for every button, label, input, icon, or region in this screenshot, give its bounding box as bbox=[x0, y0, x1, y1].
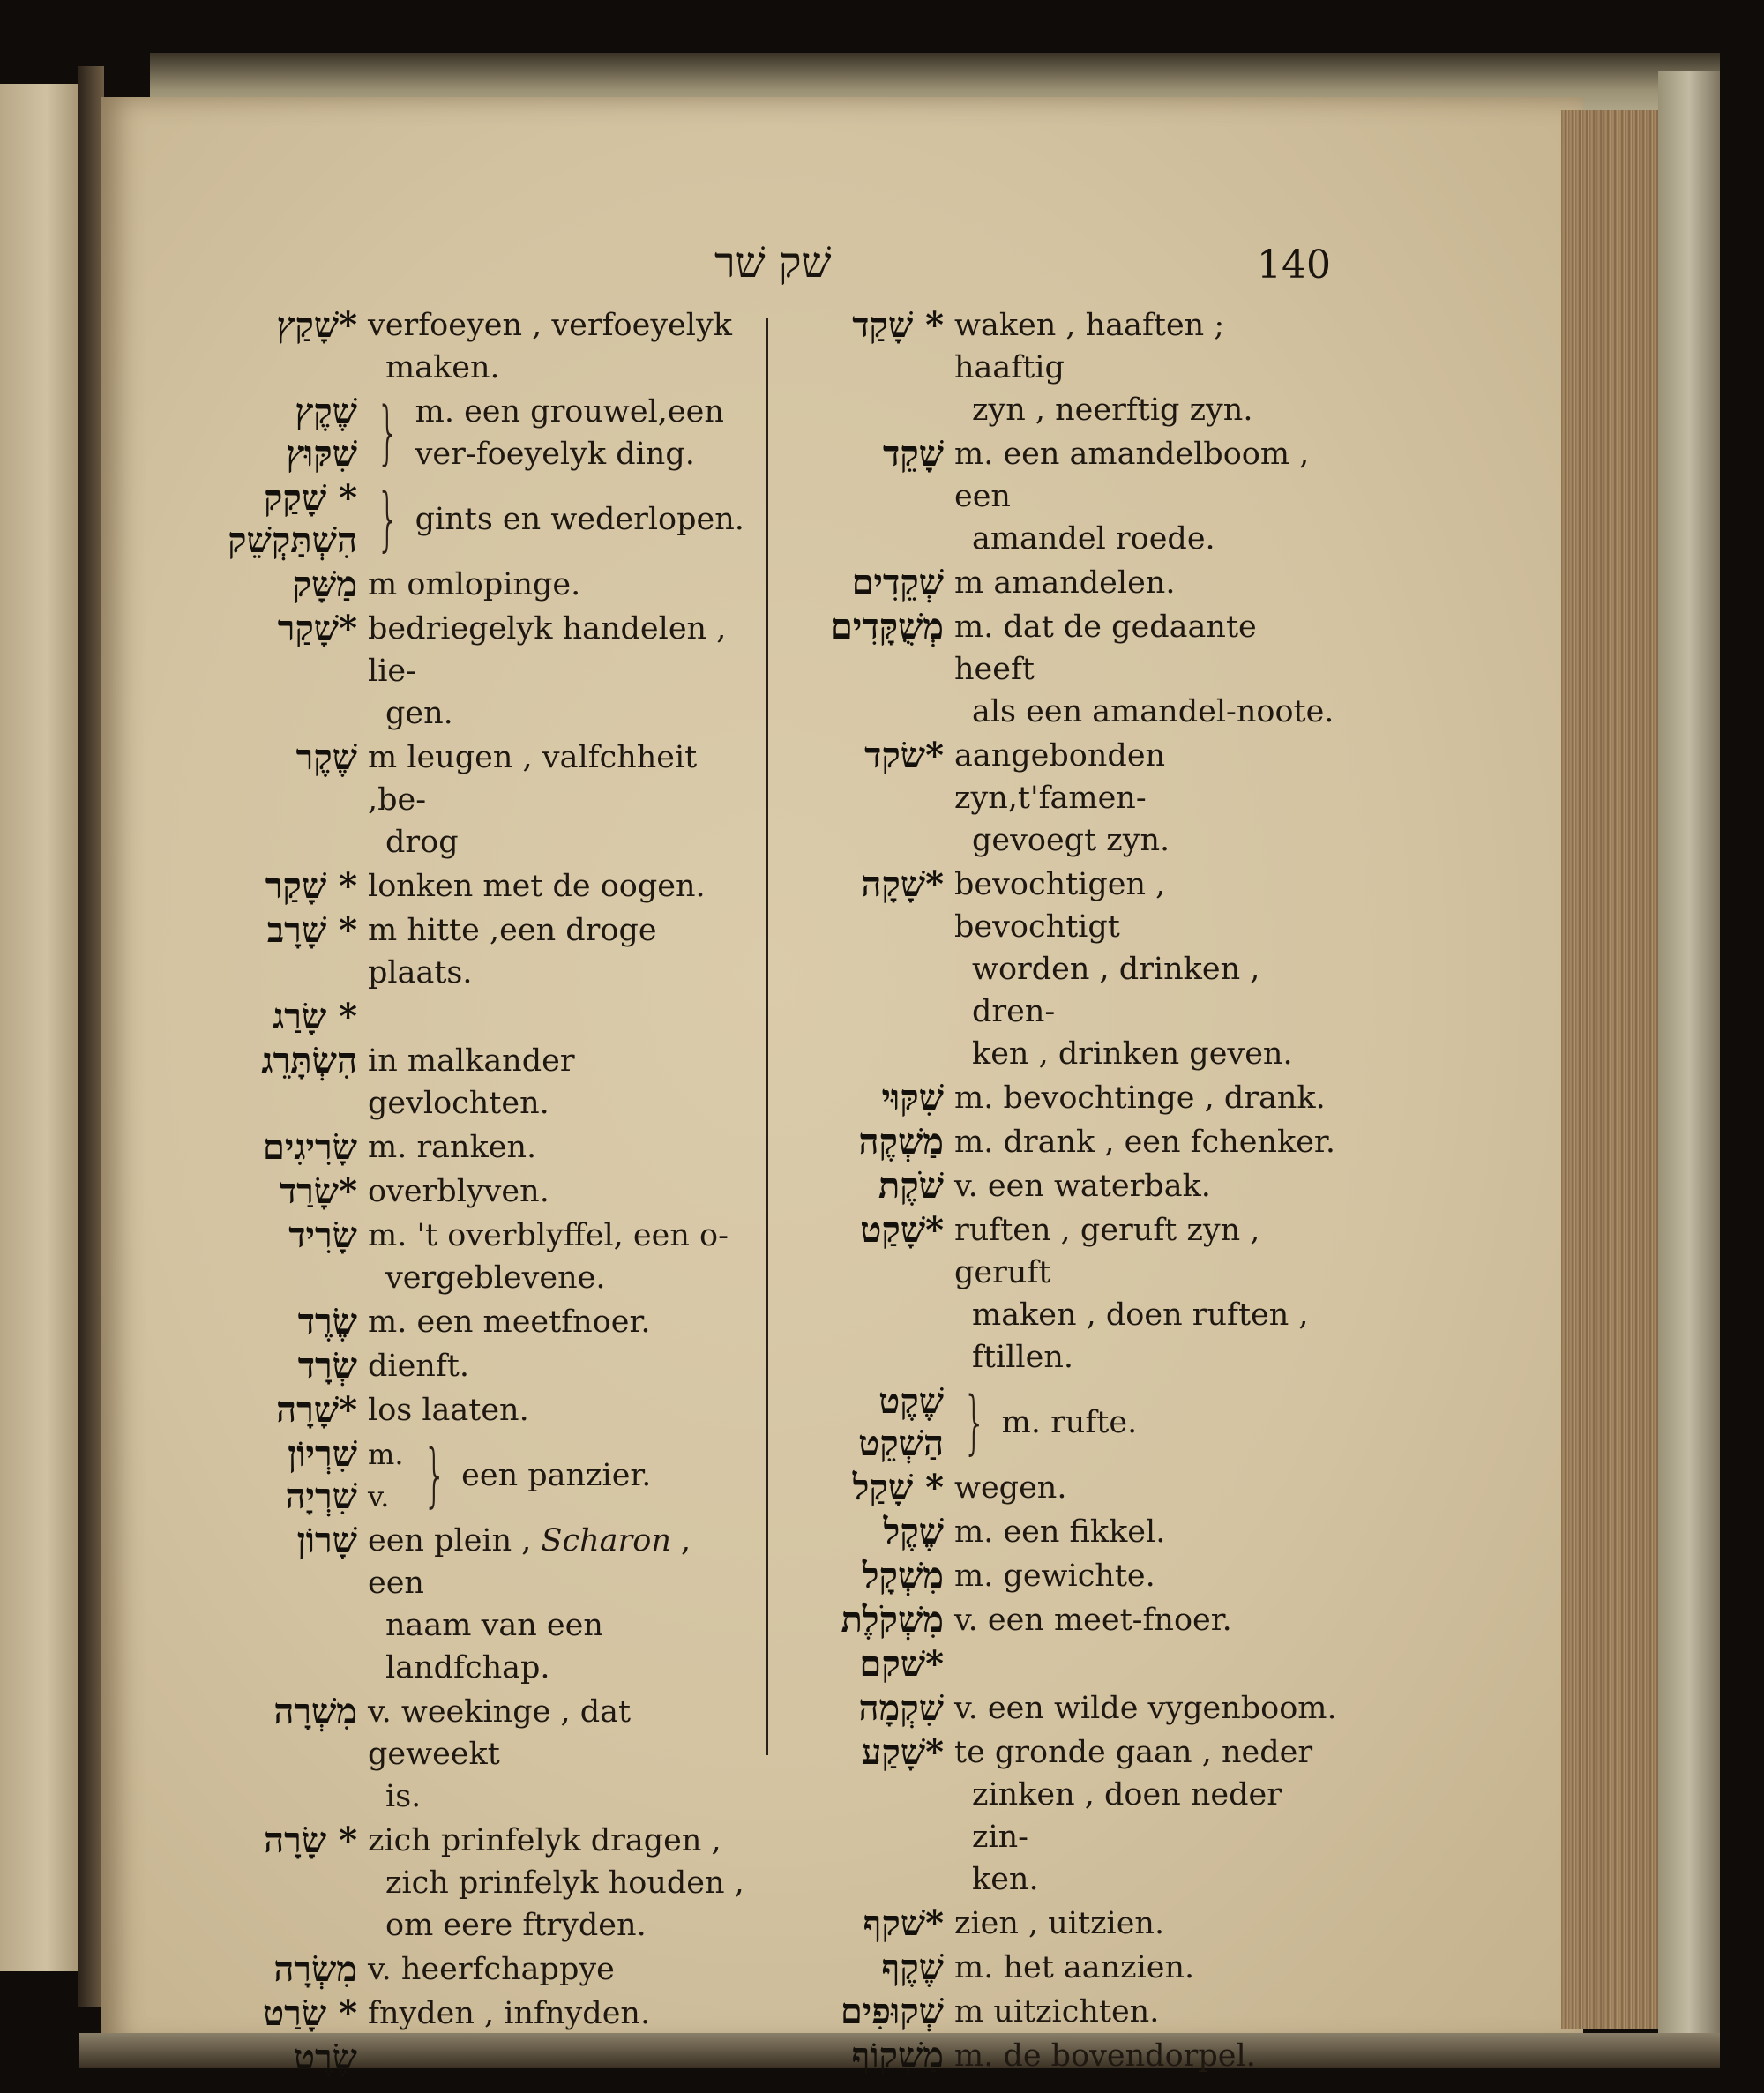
headword-hebrew: מַשְׁקוֹף bbox=[851, 2035, 944, 2076]
headword-hebrew: *שָׁקַט bbox=[860, 1209, 944, 1251]
definition: wegen. bbox=[954, 1470, 1067, 1506]
column-divider bbox=[766, 318, 768, 1755]
headword-hebrew: *שָׁרָה bbox=[276, 1389, 357, 1431]
headword-hebrew: *שָׁקַץ bbox=[276, 304, 357, 346]
dictionary-entry bbox=[203, 1301, 750, 1343]
dictionary-entry bbox=[776, 1902, 1341, 1945]
page-fore-edge bbox=[1561, 110, 1667, 2029]
dictionary-entry bbox=[776, 1643, 1341, 1686]
headword-hebrew: * שָׁרָב bbox=[266, 909, 357, 951]
headword-hebrew: מִשְׁקֹלֶת bbox=[841, 1599, 944, 1641]
dictionary-entry bbox=[203, 1170, 750, 1213]
dictionary-entry bbox=[776, 1991, 1341, 2033]
definition-continuation: worden , drinken , dren- bbox=[972, 952, 1260, 1029]
headword-hebrew: שִׁקְמָה bbox=[858, 1687, 944, 1729]
dictionary-entry bbox=[203, 1389, 750, 1431]
dictionary-entry bbox=[776, 1947, 1341, 1989]
headword-hebrew: *שָׁקַע bbox=[861, 1731, 944, 1773]
definition: m leugen , valfchheit ,be- drog bbox=[357, 736, 750, 863]
dictionary-entry bbox=[203, 1691, 750, 1818]
definition: gints en wederlopen. bbox=[415, 502, 744, 537]
brace-symbol: } bbox=[376, 393, 400, 473]
definition: m hitte ,een droge plaats. bbox=[368, 913, 657, 990]
definition: v. een wilde vygenboom. bbox=[954, 1691, 1337, 1726]
headword-hebrew: מִשְׂרָה bbox=[273, 1948, 357, 1990]
headword-hebrew: * שָׁקַד bbox=[852, 304, 944, 346]
definition: zien , uitzien. bbox=[954, 1906, 1165, 1941]
dictionary-entry bbox=[203, 736, 750, 863]
gender-label: v. bbox=[368, 1480, 390, 1514]
definition: bevochtigen , bevochtigt worden , drinken , dren- ken , drinken geven. bbox=[944, 863, 1341, 1075]
headword-hebrew: מְשֻׁקָּדִים bbox=[830, 606, 944, 647]
book-gutter bbox=[78, 66, 104, 2007]
definition: m. ranken. bbox=[368, 1130, 537, 1165]
definition: lonken met de oogen. bbox=[368, 869, 706, 904]
dictionary-entry bbox=[776, 735, 1341, 862]
headword-hebrew: שְׁקוּפִים bbox=[840, 1991, 944, 2032]
headword-hebrew: * שָׁקַר bbox=[265, 865, 357, 907]
brace-symbol: } bbox=[962, 1383, 987, 1462]
headword-hebrew: שִׁקּוּי bbox=[881, 1077, 944, 1118]
definition-continuation: als een amandel-noote. bbox=[972, 694, 1334, 729]
dictionary-entry bbox=[203, 996, 750, 1038]
definition-continuation: ken. bbox=[972, 1862, 1039, 1897]
headword-hebrew: * שָׂרָה bbox=[264, 1820, 357, 1861]
dictionary-entry bbox=[776, 1077, 1341, 1119]
headword-hebrew: שֶׂרֶד bbox=[297, 1301, 357, 1342]
headword-hebrew: שִׁקּוּץ bbox=[286, 433, 357, 475]
definition: m. dat de gedaante heeft als een amandel-noote. bbox=[944, 606, 1341, 733]
definition: m omlopinge. bbox=[368, 567, 581, 602]
headword-hebrew: שְׂרָד bbox=[297, 1345, 357, 1387]
definition: ruften , geruft zyn , geruft maken , doen ruften , ftillen. bbox=[944, 1209, 1341, 1379]
headword-hebrew: * שָׁקַק bbox=[264, 477, 357, 519]
headword-hebrew: *שָׁקַר bbox=[277, 608, 357, 649]
dictionary-entry bbox=[776, 1511, 1341, 1553]
definition: dienft. bbox=[368, 1349, 469, 1384]
running-header: שׁק שׁר bbox=[714, 238, 832, 288]
definition-continuation: drog bbox=[385, 825, 459, 860]
headword-hebrew: מִשְׁקָל bbox=[862, 1555, 944, 1596]
dictionary-entry bbox=[776, 1165, 1341, 1207]
definition: m. het aanzien. bbox=[954, 1950, 1195, 1985]
headword-hebrew: שָׁקֵד bbox=[883, 433, 944, 475]
headword-hebrew: הִשְׂתָּרֵג bbox=[261, 1040, 357, 1081]
dictionary-entry bbox=[776, 1209, 1341, 1379]
headword-stack bbox=[203, 1433, 357, 1518]
definition: m. een grouwel,een ver-foeyelyk ding. bbox=[415, 394, 724, 472]
definition: v. een meet-fnoer. bbox=[954, 1603, 1232, 1638]
dictionary-entry bbox=[203, 564, 750, 606]
definition-continuation: maken , doen ruften , bbox=[972, 1297, 1309, 1333]
definition: m. een amandelboom , een amandel roede. bbox=[944, 433, 1341, 560]
headword-hebrew: מִשְׁרָה bbox=[273, 1691, 357, 1732]
dictionary-entry bbox=[776, 562, 1341, 604]
definition: verfoeyen , verfoeyelyk maken. bbox=[357, 304, 750, 389]
definition-continuation: gen. bbox=[385, 696, 453, 731]
definition: m. de bovendorpel. bbox=[954, 2038, 1256, 2074]
left-column bbox=[203, 304, 750, 2081]
dictionary-entry bbox=[776, 1687, 1341, 1730]
definition-continuation: om eere ftryden. bbox=[385, 1908, 647, 1943]
headword-hebrew: שָׂרִיד bbox=[288, 1215, 357, 1256]
definition: een panzier. bbox=[461, 1458, 652, 1493]
definition: m. 't overblyffel, een o- vergeblevene. bbox=[357, 1215, 750, 1299]
page-number: 140 bbox=[1257, 243, 1331, 288]
dictionary-entry bbox=[776, 1599, 1341, 1641]
definition: bedriegelyk handelen , lie- gen. bbox=[357, 608, 750, 735]
definition-continuation: is. bbox=[385, 1779, 422, 1814]
definition: m. gewichte. bbox=[954, 1559, 1155, 1594]
headword-hebrew: הִשְׁתַּקְשֵׁק bbox=[228, 520, 357, 561]
dictionary-entry bbox=[203, 1126, 750, 1169]
dictionary-entry bbox=[203, 1215, 750, 1299]
headword-hebrew: הַשְׁקֵט bbox=[858, 1423, 944, 1464]
dictionary-entry bbox=[203, 1520, 750, 1689]
headword-hebrew: מַשְׁקֶה bbox=[858, 1121, 944, 1162]
dictionary-entry-group bbox=[203, 1433, 750, 1518]
dictionary-entry bbox=[203, 1820, 750, 1947]
headword-hebrew: שִׁרְיוֹן bbox=[288, 1433, 357, 1475]
dictionary-entry bbox=[203, 1948, 750, 1991]
definition: aangebonden zyn,t'famen- gevoegt zyn. bbox=[944, 735, 1341, 862]
definition: overblyven. bbox=[368, 1174, 549, 1209]
definition: m. bevochtinge , drank. bbox=[954, 1080, 1326, 1116]
headword-hebrew: שֹׁקֶת bbox=[878, 1165, 944, 1207]
headword-hebrew: שִׁרְיָה bbox=[285, 1476, 357, 1517]
brace-symbol: } bbox=[376, 480, 400, 559]
definition: los laaten. bbox=[368, 1393, 529, 1428]
dictionary-entry bbox=[203, 2037, 750, 2079]
dictionary-entry bbox=[203, 608, 750, 735]
definition-continuation: ftillen. bbox=[972, 1340, 1073, 1375]
dictionary-entry-group bbox=[203, 477, 750, 562]
definition: in malkander gevlochten. bbox=[368, 1043, 575, 1121]
dictionary-entry bbox=[776, 863, 1341, 1075]
headword-stack bbox=[203, 477, 357, 562]
definition: m amandelen. bbox=[954, 565, 1176, 601]
definition: m. een fikkel. bbox=[954, 1514, 1166, 1550]
dictionary-entry bbox=[776, 1731, 1341, 1901]
definition-continuation: naam van een landfchap. bbox=[385, 1608, 603, 1686]
headword-stack bbox=[776, 1380, 944, 1465]
definition-continuation: zinken , doen neder zin- bbox=[972, 1777, 1282, 1855]
book-cover-right bbox=[1658, 71, 1720, 2046]
brace-symbol: } bbox=[422, 1436, 447, 1515]
dictionary-entry bbox=[203, 1992, 750, 2035]
dictionary-entry bbox=[776, 2035, 1341, 2077]
dictionary-entry-group bbox=[776, 1380, 1341, 1465]
definition-continuation: vergeblevene. bbox=[385, 1260, 606, 1296]
headword-hebrew: שֶׂרֶט bbox=[293, 2037, 357, 2078]
definition: v. heerfchappye bbox=[368, 1952, 615, 1987]
headword-hebrew: מַשָּׁק bbox=[292, 564, 357, 605]
definition: m uitzichten. bbox=[954, 1994, 1160, 2029]
definition: te gronde gaan , neder zinken , doen neder zin- ken. bbox=[944, 1731, 1341, 1901]
definition-continuation: maken. bbox=[385, 350, 500, 385]
definition-continuation: zich prinfelyk houden , bbox=[385, 1865, 744, 1901]
definition: v. weekinge , dat geweekt is. bbox=[357, 1691, 750, 1818]
headword-stack bbox=[203, 391, 357, 475]
headword-hebrew: *שָׁקָה bbox=[861, 863, 944, 905]
definition: m. een meetfnoer. bbox=[368, 1304, 651, 1340]
dictionary-entry bbox=[203, 304, 750, 389]
definition: m. drank , een fchenker. bbox=[954, 1125, 1335, 1160]
dictionary-entry bbox=[203, 1345, 750, 1387]
headword-hebrew: שָׂרִיגִים bbox=[262, 1126, 357, 1168]
headword-hebrew: שְׁקֵדִים bbox=[851, 562, 944, 603]
definition-continuation: amandel roede. bbox=[972, 521, 1215, 557]
dictionary-entry bbox=[776, 304, 1341, 431]
headword-hebrew: * שָׁקַל bbox=[852, 1467, 944, 1508]
definition: v. een waterbak. bbox=[954, 1169, 1211, 1204]
headword-hebrew: *שָׂרַד bbox=[279, 1170, 357, 1212]
dictionary-entry bbox=[203, 865, 750, 908]
proper-name: Scharon bbox=[541, 1523, 671, 1559]
left-page-edge bbox=[0, 84, 78, 1971]
dictionary-entry bbox=[203, 1040, 750, 1125]
definition-continuation: zyn , neerftig zyn. bbox=[972, 392, 1253, 428]
headword-hebrew: *שׁקף bbox=[863, 1902, 944, 1944]
definition: waken , haaften ; haaftig zyn , neerftig zyn. bbox=[944, 304, 1341, 431]
headword-hebrew: שָׁרוֹן bbox=[296, 1520, 357, 1561]
headword-hebrew: שֶׁקֶר bbox=[295, 736, 357, 778]
dictionary-entry bbox=[776, 1121, 1341, 1163]
headword-hebrew: * שָׂרַג bbox=[272, 996, 357, 1037]
headword-hebrew: שֶׁקֶץ bbox=[295, 391, 357, 432]
dictionary-entry bbox=[776, 606, 1341, 733]
headword-hebrew: *שׁקם bbox=[859, 1643, 944, 1685]
dictionary-entry bbox=[776, 1467, 1341, 1509]
headword-hebrew: שֶׁקֶט bbox=[878, 1380, 944, 1422]
definition: een plein , Scharon , een naam van een landfchap. bbox=[357, 1520, 750, 1689]
dictionary-entry-group bbox=[203, 391, 750, 475]
definition-continuation: ken , drinken geven. bbox=[972, 1036, 1293, 1072]
headword-hebrew: * שָׂרַט bbox=[263, 1992, 357, 2034]
definition: zich prinfelyk dragen , zich prinfelyk houden , om eere ftryden. bbox=[357, 1820, 750, 1947]
gender-label: m. bbox=[368, 1438, 404, 1471]
right-column bbox=[776, 304, 1341, 2079]
dictionary-entry bbox=[203, 909, 750, 994]
headword-hebrew: שֶׁקֶל bbox=[883, 1511, 944, 1552]
dictionary-entry bbox=[776, 1555, 1341, 1597]
definition-continuation: foeyelyk ding. bbox=[475, 437, 695, 472]
definition: m. rufte. bbox=[1001, 1405, 1138, 1440]
dictionary-entry bbox=[776, 433, 1341, 560]
definition: fnyden , infnyden. bbox=[368, 1996, 651, 2031]
headword-hebrew: *שׂקד bbox=[864, 735, 944, 776]
gender-labels bbox=[357, 1433, 404, 1518]
headword-hebrew: שֶׁקֶף bbox=[881, 1947, 944, 1988]
definition-continuation: gevoegt zyn. bbox=[972, 823, 1170, 858]
